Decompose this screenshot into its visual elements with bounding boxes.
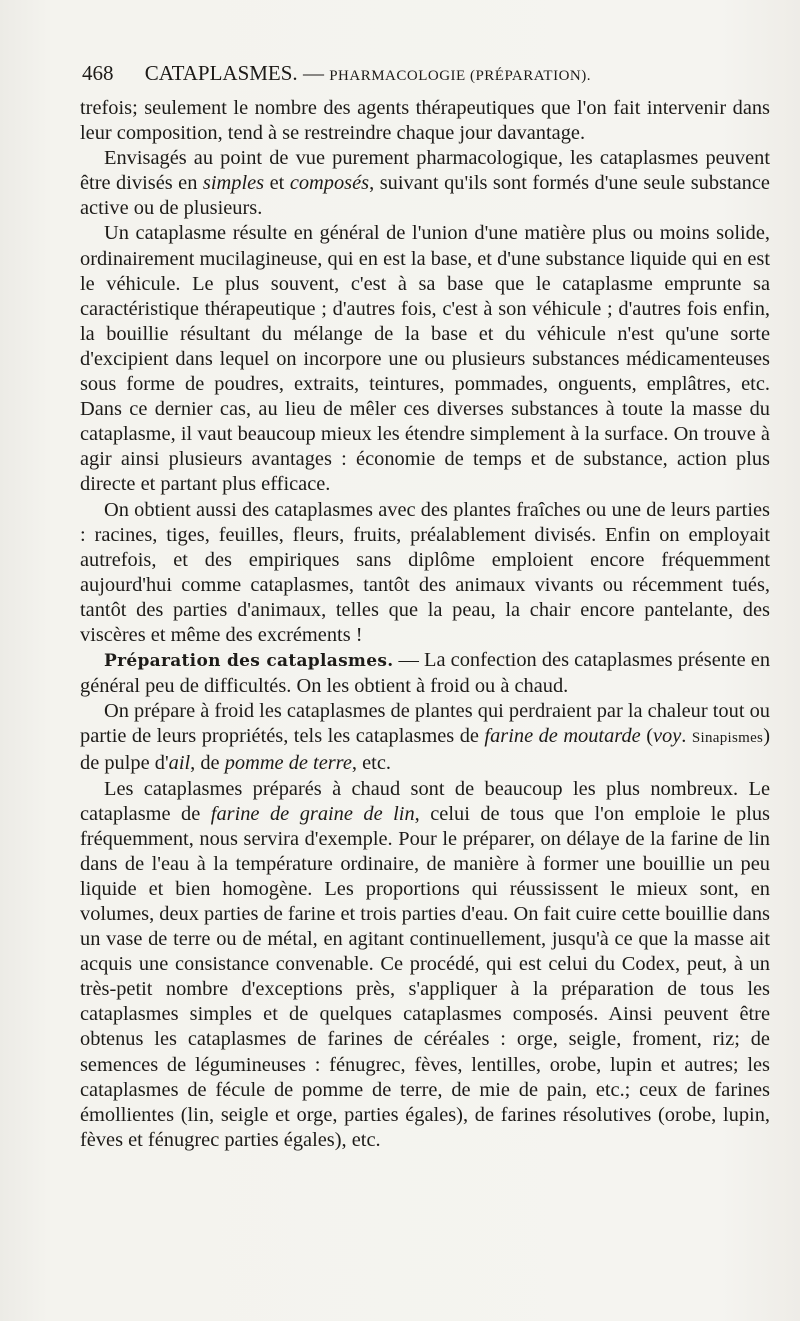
page-body (80, 96, 770, 1153)
text-span: Les cataplasmes préparés à chaud sont de beaucoup les plus nombreux. Le cataplasme de (80, 777, 770, 825)
term-composes: composés (289, 172, 370, 195)
paragraph-hot (80, 777, 770, 1153)
text-span: ) de pulpe d' (80, 725, 770, 775)
term-sinapismes: Sinapismes (691, 730, 764, 747)
text-span: , etc. (351, 752, 391, 775)
paragraph-classification (80, 146, 770, 221)
header-title: CATAPLASMES. (144, 61, 298, 85)
running-header (82, 58, 782, 91)
term-farine-moutarde: farine de moutarde (484, 725, 641, 748)
paragraph-cold (80, 699, 770, 776)
text-span: On prépare à froid les cataplasmes de plantes qui perdraient par la chaleur tout ou partie de leurs propriétés, tels les cataplasmes de (80, 700, 770, 748)
header-dash: — (302, 61, 324, 85)
paragraph-definition: Un cataplasme résulte en général de l'union d'une matière plus ou moins solide, ordinairement mucilagineuse, qui en est la base, et d'une substance liquide qui en est le véhicule. Le plus souvent, c'est à sa base que le cataplasme emprunte sa caractéristique thérapeutique ; d'autres fois, c'est à son véhicule ; d'autres fois enfin, la bouillie résultant du mélange de la base et du véhicule n'est qu'une sorte d'excipient dans lequel on incorpore une ou plusieurs substances médicamenteuses sous forme de poudres, extraits, teintures, pommades, onguents, emplâtres, etc. Dans ce dernier cas, au lieu de mêler ces diverses substances à toute la masse du cataplasme, il vaut beaucoup mieux les étendre simplement à la surface. On trouve à agir ainsi plusieurs avantages : économie de temps et de substance, action plus directe et partant plus efficace. (80, 222, 770, 496)
page-number: 468 (82, 61, 114, 85)
text-span: , de (190, 752, 225, 775)
paragraph-continuation: trefois; seulement le nombre des agents thérapeutiques que l'on fait intervenir dans leur composition, tend à se restreindre chaque jour davantage. (80, 97, 770, 145)
header-subtitle: PHARMACOLOGIE (PRÉPARATION). (329, 68, 591, 84)
term-farine-lin: farine de graine de lin (210, 802, 415, 825)
text-span: Envisagés au point de vue purement pharmacologique, les cataplasmes peuvent être divisés en (80, 147, 770, 195)
text-span: — La confection des cataplasmes présente en général peu de difficultés. On les obtient à froid ou à chaud. (80, 649, 771, 698)
text-span: et (264, 172, 290, 195)
paragraph-preparation (80, 648, 770, 699)
paragraph-plants: On obtient aussi des cataplasmes avec des plantes fraîches ou une de leurs parties : racines, tiges, feuilles, fleurs, fruits, préalablement divisés. Enfin on employait autrefois, et des empiriques sans diplôme emploient encore fréquemment aujourd'hui comme cataplasmes, tantôt des animaux vivants ou récemment tués, tantôt des parties d'animaux, telles que la peau, la chair encore pantelante, des viscères et même des excréments ! (80, 498, 770, 646)
term-ail: ail (168, 752, 191, 775)
text-span: . (681, 725, 692, 748)
term-simples: simples (202, 172, 265, 195)
term-voy: voy (652, 725, 682, 748)
text-span: , suivant qu'ils sont formés d'une seule substance active ou de plusieurs. (80, 172, 770, 220)
text-span: , celui de tous que l'on emploie le plus fréquemment, nous servira d'exemple. Pour le préparer, on délaye de la farine de lin dans de l'eau à la température ordinaire, de manière à former une bouillie un peu liquide et bien homogène. Les proportions qui réussissent le mieux sont, en volumes, deux parties de farine et trois parties d'eau. On fait cuire cette bouillie dans un vase de terre ou de métal, en agitant continuellement, jusqu'à ce que la masse ait acquis une consistance convenable. Ce procédé, qui est celui du Codex, peut, à un très-petit nombre d'exceptions près, s'appliquer à la préparation de tous les cataplasmes simples et de quelques cataplasmes composés. Ainsi peuvent être obtenus les cataplasmes de farines de céréales : orge, seigle, froment, riz; de semences de légumineuses : fénugrec, fèves, lentilles, orobe, lupin et autres; les cataplasmes de fécule de pomme de terre, de mie de pain, etc.; ceux de farines émollientes (lin, seigle et orge, parties égales), de farines résolutives (orobe, lupin, fèves et fénugrec parties égales), etc. (80, 802, 770, 1151)
text-span: ( (640, 725, 653, 748)
term-pomme-de-terre: pomme de terre (224, 752, 352, 775)
section-heading: Préparation des cataplasmes. (104, 651, 394, 672)
